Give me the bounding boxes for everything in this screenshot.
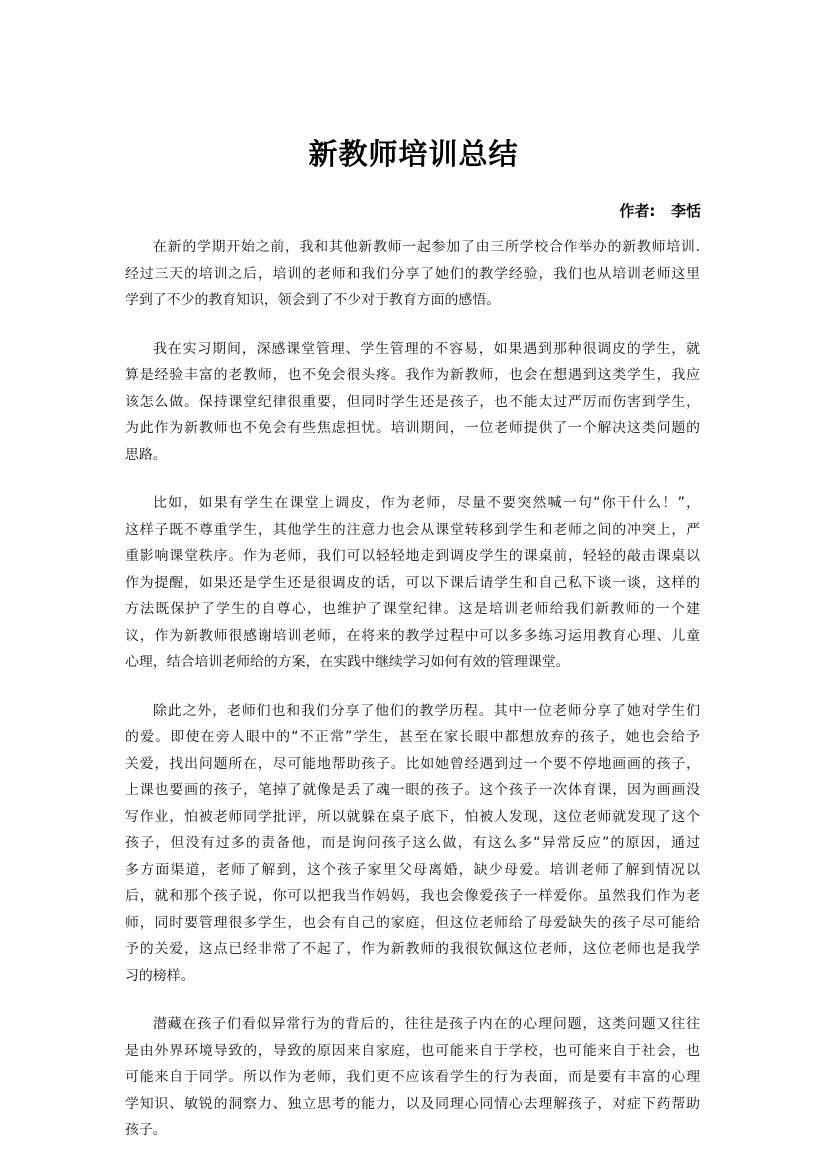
paragraph-line: 习的榜样。 xyxy=(125,967,195,984)
paragraph-line: 算是经验丰富的老教师，也不免会很头疼。我作为新教师，也会在想遇到这类学生，我应 xyxy=(125,367,700,383)
paragraph-line: 后，就和那个孩子说，你可以把我当作妈妈，我也会像爱孩子一样爱你。虽然我们作为老 xyxy=(125,888,700,904)
paragraph-line: 学到了不少的教育知识，领会到了不少对于教育方面的感悟。 xyxy=(125,292,501,308)
document-body xyxy=(125,234,700,1166)
paragraph-line: 潜藏在孩子们看似异常行为的背后的，往往是孩子内在的心理问题，这类问题又往往 xyxy=(153,1016,700,1032)
paragraph-line: 方法既保护了学生的自尊心，也维护了课堂纪律。这是培训老师给我们新教师的一个建 xyxy=(125,601,700,617)
paragraph-line: 经过三天的培训之后，培训的老师和我们分享了她们的教学经验，我们也从培训老师这里 xyxy=(125,265,700,282)
paragraph-line: 学知识、敏锐的洞察力、独立思考的能力，以及同理心同情心去理解孩子，对症下药帮助 xyxy=(125,1095,700,1112)
paragraph-line: 在新的学期开始之前，我和其他新教师一起参加了由三所学校合作举办的新教师培训. xyxy=(153,239,700,255)
paragraph xyxy=(125,234,700,314)
paragraph xyxy=(125,1011,700,1144)
paragraph-line: 我在实习期间，深感课堂管理、学生管理的不容易，如果遇到那种很调皮的学生，就 xyxy=(153,340,700,357)
paragraph-line: 关爱，找出问题所在，尽可能地帮助孩子。比如她曾经遇到过一个要不停地画画的孩子， xyxy=(125,755,700,772)
paragraph-line: 予的关爱，这点已经非常了不起了，作为新教师的我很钦佩这位老师，这位老师也是我学 xyxy=(125,941,700,957)
author-line: 作者: 李恬 xyxy=(619,202,701,220)
paragraph-line: 这样子既不尊重学生，其他学生的注意力也会从课堂转移到学生和老师之间的冲突上，严 xyxy=(125,521,700,538)
paragraph-line: 多方面渠道，老师了解到，这个孩子家里父母离婚，缺少母爱。培训老师了解到情况以 xyxy=(125,861,700,878)
document-title: 新教师培训总结 xyxy=(308,137,519,171)
paragraph-line: 除此之外，老师们也和我们分享了他们的教学历程。其中一位老师分享了她对学生们 xyxy=(153,702,700,719)
paragraph-line: 师，同时要管理很多学生，也会有自己的家庭，但这位老师给了母爱缺失的孩子尽可能给 xyxy=(125,914,700,931)
paragraph-line: 是由外界环境导致的，导致的原因来自家庭，也可能来自于学校，也可能来自于社会，也 xyxy=(125,1042,700,1059)
paragraph-line: 作为提醒，如果还是学生还是很调皮的话，可以下课后请学生和自己私下谈一谈，这样的 xyxy=(125,574,700,591)
paragraph-line: 上课也要画的孩子，笔掉了就像是丢了魂一眼的孩子。这个孩子一次体育课，因为画画没 xyxy=(125,782,700,798)
paragraph-line: 为此作为新教师也不免会有些焦虑担忧。培训期间，一位老师提供了一个解决这类问题的 xyxy=(125,420,700,436)
paragraph-line: 心理，结合培训老师给的方案，在实践中继续学习如何有效的管理课堂。 xyxy=(125,654,570,670)
paragraph-line: 孩子，但没有过多的责备他，而是询问孩子这么做，有这么多“异常反应”的原因，通过 xyxy=(125,835,700,851)
paragraph-line: 比如，如果有学生在课堂上调皮，作为老师，尽量不要突然喊一句“你干什么！”， xyxy=(153,495,700,511)
paragraph-line: 议，作为新教师很感谢培训老师，在将来的教学过程中可以多多练习运用教育心理、儿童 xyxy=(125,627,700,644)
paragraph-line: 写作业，怕被老师同学批评，所以就躲在桌子底下，怕被人发现，这位老师就发现了这个 xyxy=(125,808,700,825)
paragraph-line: 思路。 xyxy=(125,446,167,463)
paragraph-line: 孩子。 xyxy=(125,1122,167,1138)
paragraph xyxy=(125,490,700,676)
paragraph xyxy=(125,698,700,990)
paragraph xyxy=(125,336,700,469)
paragraph-line: 的爱。即使在旁人眼中的“不正常”学生，甚至在家长眼中都想放弃的孩子，她也会给予 xyxy=(125,729,700,745)
paragraph-line: 可能来自于同学。所以作为老师，我们更不应该看学生的行为表面，而是要有丰富的心理 xyxy=(125,1069,700,1085)
paragraph-line: 重影响课堂秩序。作为老师，我们可以轻轻地走到调皮学生的课桌前，轻轻的敲击课桌以 xyxy=(125,548,700,564)
paragraph-line: 该怎么做。保持课堂纪律很重要，但同时学生还是孩子，也不能太过严厉而伤害到学生， xyxy=(125,393,700,410)
